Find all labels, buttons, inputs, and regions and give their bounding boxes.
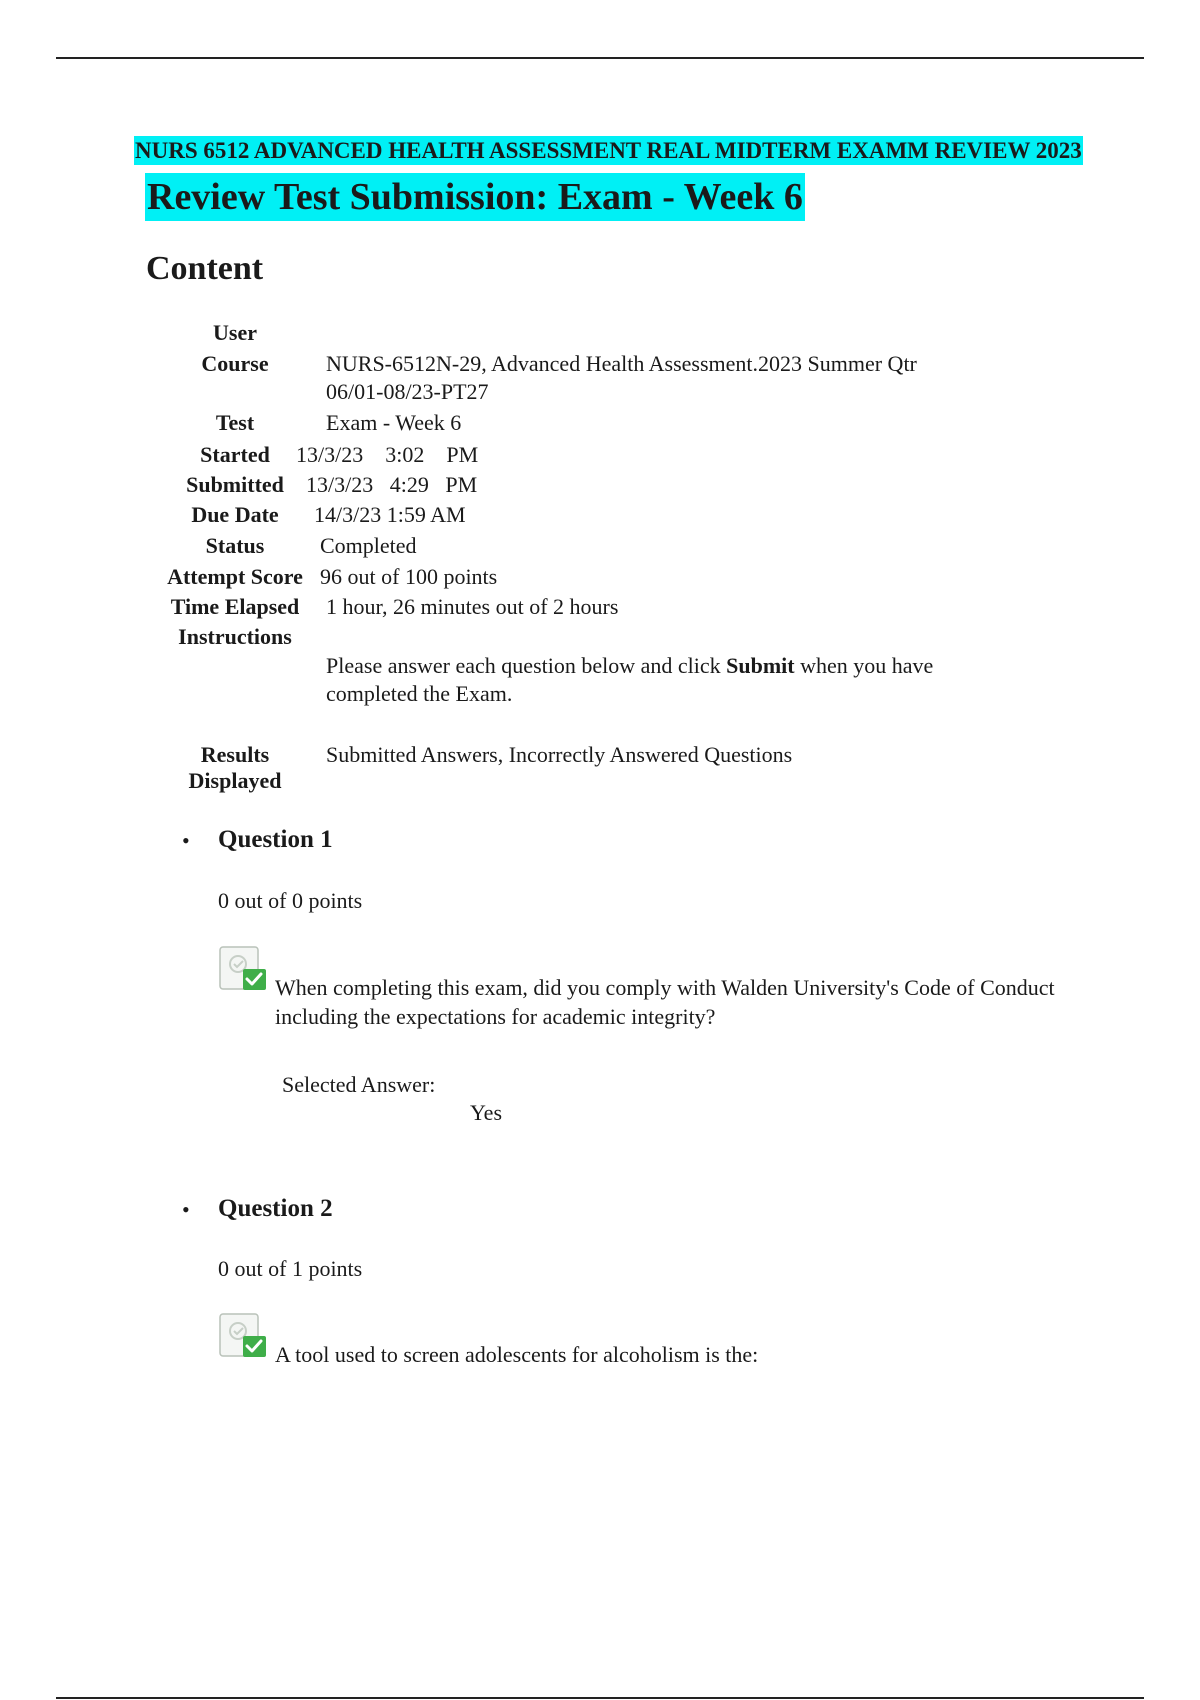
user-label: User xyxy=(213,320,257,345)
time-elapsed-label: Time Elapsed xyxy=(170,594,300,619)
question-1-selected-answer-value: Yes xyxy=(470,1100,503,1125)
test-value: Exam - Week 6 xyxy=(326,410,462,435)
question-2-bullet: • xyxy=(182,1197,190,1222)
question-1-text-line1: When completing this exam, did you comply with Walden University's Code of Conduct xyxy=(275,975,1055,1000)
attempt-score-label: Attempt Score xyxy=(167,564,303,589)
section-heading: Content xyxy=(146,250,264,287)
course-value-line1: NURS-6512N-29, Advanced Health Assessment.2023 Summer Qtr xyxy=(326,351,917,376)
question-1-selected-answer-label: Selected Answer: xyxy=(282,1072,436,1097)
status-label: Status xyxy=(205,533,265,558)
page-heading: Review Test Submission: Exam - Week 6 xyxy=(145,173,805,221)
question-2-title: Question 2 xyxy=(218,1195,333,1222)
due-date-value: 14/3/23 1:59 AM xyxy=(314,502,466,527)
instructions-value-line1: Please answer each question below and click Submit when you have xyxy=(326,653,934,678)
started-value: 13/3/23 3:02 PM xyxy=(296,442,479,467)
course-value-line2: 06/01-08/23-PT27 xyxy=(326,379,489,404)
time-elapsed-value: 1 hour, 26 minutes out of 2 hours xyxy=(326,594,619,619)
top-divider xyxy=(56,57,1144,59)
status-value: Completed xyxy=(320,533,417,558)
course-label: Course xyxy=(201,351,269,376)
correct-check-icon xyxy=(218,944,268,994)
attempt-score-value: 96 out of 100 points xyxy=(320,564,498,589)
correct-check-icon xyxy=(218,1311,268,1361)
question-2-text-line1: A tool used to screen adolescents for alcoholism is the: xyxy=(275,1342,759,1367)
document-title: NURS 6512 ADVANCED HEALTH ASSESSMENT REAL MIDTERM EXAMM REVIEW 2023 xyxy=(135,138,1082,163)
question-1-text-line2: including the expectations for academic integrity? xyxy=(275,1004,716,1029)
test-label: Test xyxy=(215,410,255,435)
instructions-submit-emphasis: Submit xyxy=(726,653,795,678)
bottom-divider xyxy=(56,1697,1144,1699)
question-1-title: Question 1 xyxy=(218,826,333,853)
results-displayed-label-line1: Results xyxy=(200,742,270,767)
due-date-label: Due Date xyxy=(191,502,279,527)
results-displayed-label-line2: Displayed xyxy=(188,768,282,793)
instructions-value-line2: completed the Exam. xyxy=(326,681,513,706)
submitted-label: Submitted xyxy=(186,472,284,497)
question-1-bullet: • xyxy=(182,828,190,853)
started-label: Started xyxy=(200,442,270,467)
instructions-label: Instructions xyxy=(178,624,292,649)
question-2-points: 0 out of 1 points xyxy=(218,1256,363,1281)
submitted-value: 13/3/23 4:29 PM xyxy=(306,472,478,497)
results-displayed-value: Submitted Answers, Incorrectly Answered Questions xyxy=(326,742,793,767)
question-1-points: 0 out of 0 points xyxy=(218,888,363,913)
